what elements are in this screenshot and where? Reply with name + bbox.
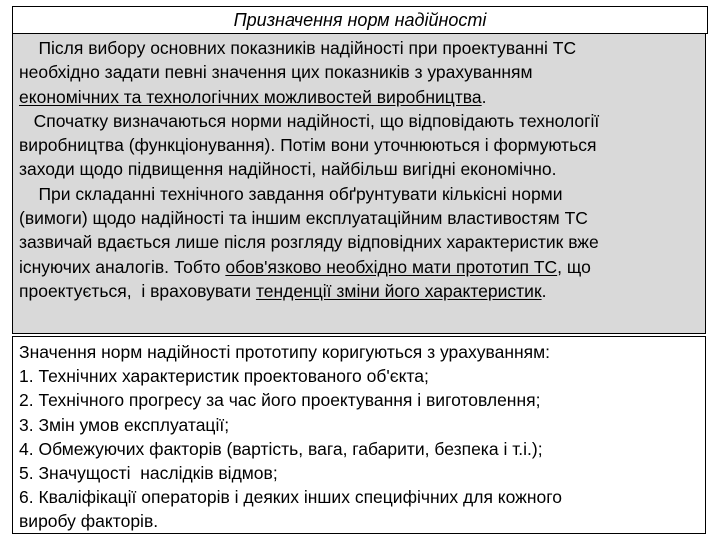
text-fragment: . [541, 280, 547, 301]
list-item: 3. Змін умов експлуатації; [19, 414, 230, 435]
text-line: виробництва (функціонування). Потім вони уточнюються і формуються [19, 135, 597, 156]
title-text: Призначення норм надійності [233, 9, 487, 30]
list-item: 4. Обмежуючих факторів (вартість, вага, габарити, безпека і т.і.); [19, 438, 543, 459]
text-fragment: . [481, 86, 487, 107]
adjustment-factors-block [12, 336, 706, 534]
list-item: 2. Технічного прогресу за час його проектування і виготовлення; [19, 390, 541, 411]
list-item: 5. Значущості наслідків відмов; [19, 463, 278, 484]
text-line: необхідно задати певні значення цих показників з урахуванням [19, 62, 533, 83]
underlined-phrase: обов'язково необхідно мати прототип ТС [225, 256, 558, 277]
list-item: 1. Технічних характеристик проектованого об'єкта; [19, 366, 429, 387]
page-title [12, 6, 708, 34]
underlined-phrase: тенденції зміни його характеристик [255, 280, 542, 301]
text-line [19, 85, 699, 109]
list-intro: Значення норм надійності прототипу коригуються з урахуванням: [19, 342, 551, 362]
text-line [19, 255, 699, 279]
reliability-norms-text-block [12, 33, 706, 334]
text-line [19, 279, 699, 303]
text-fragment: існуючих аналогів. Тобто [19, 256, 226, 277]
text-line: (вимоги) щодо надійності та іншим експлуатаційним властивостям ТС [19, 208, 588, 229]
text-line: При складанні технічного завдання обґрунтувати кількісні норми [19, 183, 563, 204]
text-line: Спочатку визначаються норми надійності, що відповідають технології [19, 110, 600, 131]
text-fragment: проектується, і враховувати [19, 280, 256, 301]
list-item-continuation: виробу факторів. [19, 511, 159, 532]
text-line: заходи щодо підвищення надійності, найбільш вигідні економічно. [19, 159, 557, 180]
text-fragment: , що [557, 256, 591, 277]
text-line: Після вибору основних показників надійності при проектуванні ТС [19, 38, 577, 58]
text-line: зазвичай вдається лише після розгляду відповідних характеристик вже [19, 232, 599, 253]
underlined-phrase: економічних та технологічних можливостей виробництва [19, 86, 482, 107]
list-item: 6. Кваліфікації операторів і деяких інших специфічних для кожного [19, 487, 563, 508]
